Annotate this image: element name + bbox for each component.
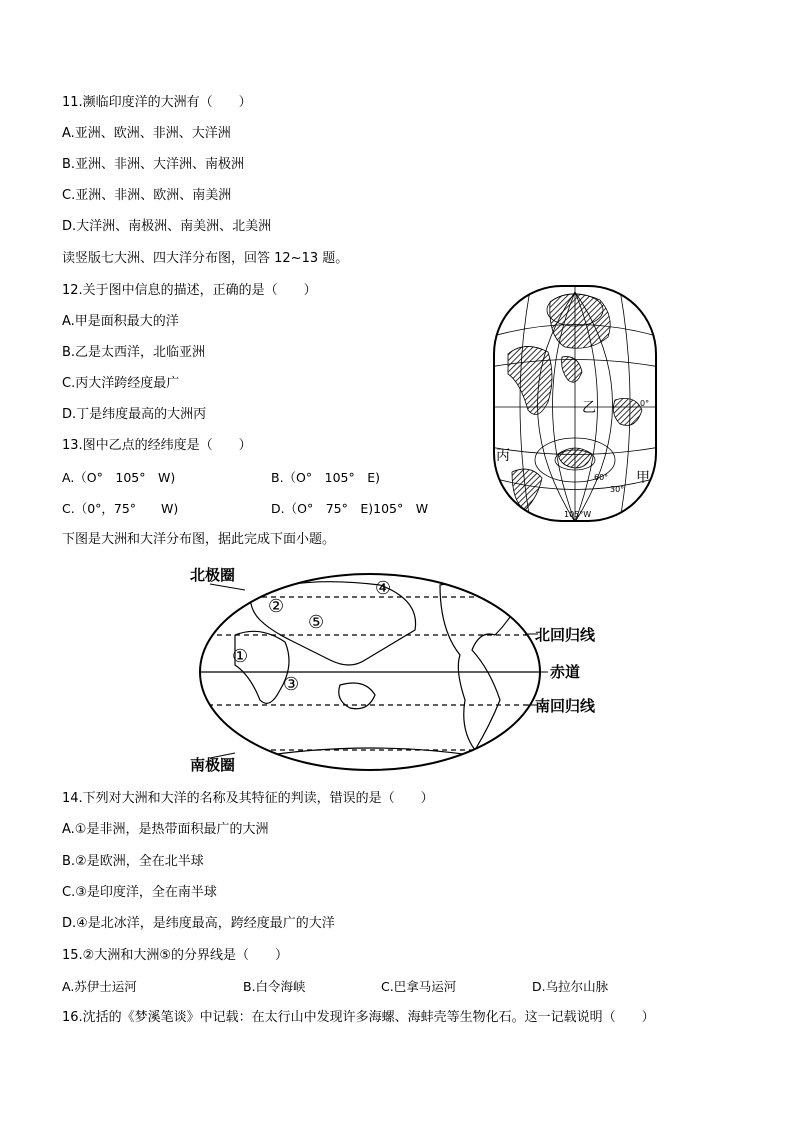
q14-option-d: D.④是北冰洋，是纬度最高，跨经度最广的大洋 [62, 916, 335, 931]
label-tropic-capricorn: 南回归线 [535, 697, 596, 715]
label-antarctic-circle: 南极圈 [190, 756, 236, 774]
label-arctic-circle: 北极圈 [190, 566, 236, 584]
map1-lbl-105w: 105°W [564, 510, 592, 519]
q15-option-b: B.白令海峡 [243, 979, 306, 994]
vertical-world-map [490, 282, 660, 527]
q13-option-b: B.（O° 105° E) [271, 470, 381, 485]
marker-2: ② [268, 596, 285, 617]
q13-option-a: A.（O° 105° W) [62, 470, 176, 485]
q12-option-c: C.丙大洋跨经度最广 [62, 376, 180, 391]
intro-12-13: 读竖版七大洲、四大洋分布图，回答 12~13 题。 [62, 251, 349, 266]
marker-5: ⑤ [308, 612, 325, 633]
q14-option-b: B.②是欧洲，全在北半球 [62, 854, 204, 869]
q15-option-c: C.巴拿马运河 [381, 979, 457, 994]
label-equator: 赤道 [550, 663, 581, 681]
q11-option-d: D.大洋洲、南极洲、南美洲、北美洲 [62, 219, 272, 234]
q11-option-b: B.亚洲、非洲、大洋洲、南极洲 [62, 157, 245, 172]
map1-lbl-60: 60° [594, 473, 609, 482]
label-tropic-cancer: 北回归线 [535, 626, 596, 644]
q13-stem: 13.图中乙点的经纬度是（ ） [62, 438, 252, 453]
marker-3: ③ [283, 674, 300, 695]
q12-option-a: A.甲是面积最大的洋 [62, 314, 179, 329]
q14-stem: 14.下列对大洲和大洋的名称及其特征的判读，错误的是（ ） [62, 791, 434, 806]
q13-option-c: C.（0°，75° W) [62, 501, 179, 516]
q11-stem: 11.濒临印度洋的大洲有（ ） [62, 95, 252, 110]
q12-stem: 12.关于图中信息的描述，正确的是（ ） [62, 283, 317, 298]
q13-option-d: D.（O° 75° E)105° W [271, 501, 429, 516]
q14-option-c: C.③是印度洋，全在南半球 [62, 885, 217, 900]
q14-option-a: A.①是非洲，是热带面积最广的大洲 [62, 822, 269, 837]
marker-1: ① [232, 646, 249, 667]
map1-lbl-0: 0° [640, 399, 650, 408]
intro-map2: 下图是大洲和大洋分布图，据此完成下面小题。 [62, 532, 336, 547]
q11-option-c: C.亚洲、非洲、欧洲、南美洲 [62, 188, 232, 203]
map1-label-jia: 甲 [636, 470, 650, 486]
continents-oceans-map [190, 560, 615, 780]
q12-option-b: B.乙是太西洋，北临亚洲 [62, 345, 206, 360]
map1-label-yi: 乙 [582, 400, 596, 416]
q12-option-d: D.丁是纬度最高的大洲丙 [62, 407, 207, 422]
q15-option-a: A.苏伊士运河 [62, 979, 137, 994]
map1-label-bing: 丙 [496, 448, 510, 464]
marker-4: ④ [375, 578, 392, 599]
q11-option-a: A.亚洲、欧洲、非洲、大洋洲 [62, 126, 231, 141]
q15-option-d: D.乌拉尔山脉 [532, 979, 609, 994]
q15-stem: 15.②大洲和大洲⑤的分界线是（ ） [62, 948, 288, 963]
map1-lbl-30: 30° [610, 485, 625, 494]
q16-stem: 16.沈括的《梦溪笔谈》中记载：在太行山中发现许多海螺、海蚌壳等生物化石。这一记载说明（ ） [62, 1010, 655, 1025]
